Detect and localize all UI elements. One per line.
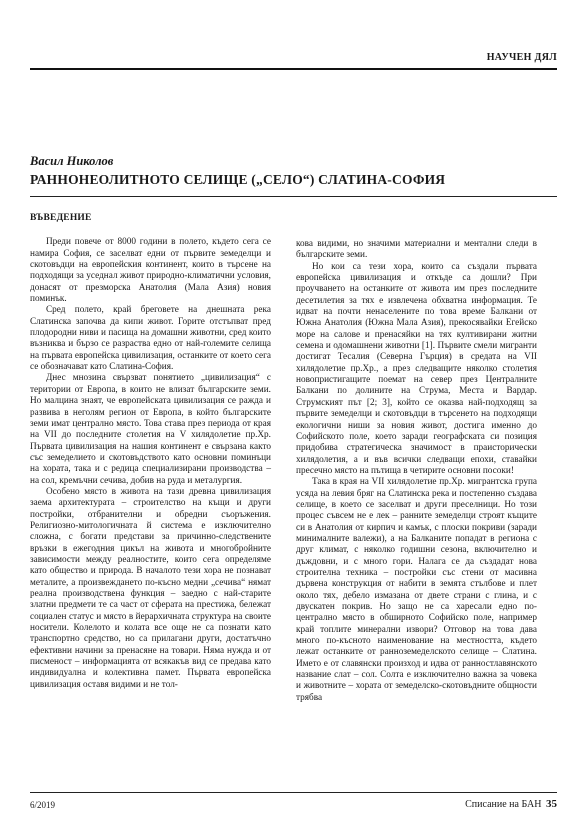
paragraph: Днес мнозина свързват понятието „цивилизация“ с територии от Европа, в които не влизат българските земи. Но малцина знаят, че европейската цивилизация се ражда и развива в неголям регион от Европа, в който българските земи имат централно място. Това става през периода от края на VII до последните столетия на V хилядолетие пр.Хр. Първата цивилизация на нашия континент е свързана както със земеделието и скотовъдството като основни поминъци на хората, така и с редица специализирани производства – на сол, кремъчни сечива, добив на руда и металургия. — [30, 373, 271, 486]
page-number: 35 — [546, 798, 557, 810]
journal-name: Списание на БАН — [465, 799, 542, 810]
author-name: Васил Николов — [30, 154, 114, 168]
right-column — [296, 239, 537, 704]
paragraph: Но кои са тези хора, които са създали първата европейска цивилизация и откъде са дошли? При проучването на останките от живота им през последните десетилетия за тях е извлечена обхватна информация. Те идват на почти ненаселените по това време Балкани от Южна Анатолия (Южна Мала Азия), прекосявайки Егейско море на салове и пренасяйки на тях култивирани житни семена и одомашнени животни [1]. Първите смели мигранти достигат Тесалия (Северна Гърция) в средата на VII хилядолетие пр.Хр., а през следващите няколко столетия новопристигащите поемат на север през Централните Балкани по долините на Струма, Места и Вардар. Струмският път [2; 3], който се оказва най-подходящ за първите земеделци и скотовъдци в търсенето на подходящи екологични ниши за новия живот, достига именно до Софийското поле, което заради географската си позиция придобива стратегическа значимост в праисторически хилядолетия, а и във всички следващи епохи, ставайки пресечно място на пътища в четирите основни посоки! — [296, 261, 537, 476]
section-heading: ВЪВЕДЕНИЕ — [30, 213, 92, 223]
paragraph: Сред полето, край бреговете на днешната река Слатинска започва да кипи живот. Горите отстъпват пред плодородни ниви и пасища на домашни животни, сред които възниква и бързо се разраства едно от най-големите селища на първата европейска цивилизация, останките от което сега се обозначават като Слатина-София. — [30, 305, 271, 373]
article-title: РАННОНЕОЛИТНОТО СЕЛИЩЕ („СЕЛО“) СЛАТИНА-СОФИЯ — [30, 172, 446, 187]
section-label: НАУЧЕН ДЯЛ — [486, 52, 557, 63]
left-column — [30, 213, 271, 691]
header-rule — [30, 68, 557, 70]
issue-number: 6/2019 — [30, 800, 56, 810]
footer-rule — [30, 792, 557, 793]
title-rule — [30, 196, 557, 197]
paragraph: Преди повече от 8000 години в полето, където сега се намира София, се заселват едни от първите земеделци и скотовъдци на европейския континент, които в търсене на подходящи за уседнал живот природно-климатични условия, донасят от презморска Анатолия (Мала Азия) новия поминък. — [30, 237, 271, 305]
paragraph: Особено място в живота на тази древна цивилизация заема архитектурата – строителство на къщи и други постройки, отбранителни и обредни съоръжения. Религиозно-митологичната й система е изключително сложна, с богати представи за причинно-следствените връзки в ежегодния цикъл на живота и многобройните зависимости между реалностите, които сега определяме като общество и природа. В началото тези хора не познават металите, а произвеждането по-късно медни „сечива“ нямат реална производствена функция – заедно с най-старите златни предмети те са част от сферата на престижа, бележат социален статус и място в йерархичната структура на своите носители. Колелото и колата все още не са познати като транспортно средство, но са прилагани други, достатъчно ефективни начини за пренасяне на товари. Няма нужда и от писменост – информацията от всякакъв вид се предава като индивидуална и колективна памет. Първата европейска цивилизация оставя видими и не тол- — [30, 486, 271, 690]
footer-journal — [465, 798, 557, 810]
paragraph: Така в края на VII хилядолетие пр.Хр. мигрантска група усяда на левия бряг на Слатинска река и постепенно създава селище, в което се заселват и други преселници. Но този процес съвсем не е лек – ранните земеделци строят къщите си в Анатолия от кирпич и камък, с плоски покриви (заради минималните валежи), а на Балканите попадат в региона с друг климат, с няколко годишни сезона, включително и дъждовни, и с много гори. Налага се да създадат нова строителна техника – постройки със стени от масивна дървена конструкция от набити в земята стълбове и плет около тях, дебело измазана от двете страни с глина, и с двускатен покрив. Но защо не са харесали едно по-централно място в обширното Софийско поле, например край топлите минерални извори? Отговор на това дава много по-късното наименование на местността, където лежат останките от ранноземеделското селище – Слатина. Името е от славянски произход и идва от ранностлавянското название слат – сол. Солта е изключително важна за човека и животните – хората от земеделско-скотовъдните общности трябва — [296, 477, 537, 703]
paragraph: кова видими, но значими материални и ментални следи в българските земи. — [296, 239, 537, 261]
